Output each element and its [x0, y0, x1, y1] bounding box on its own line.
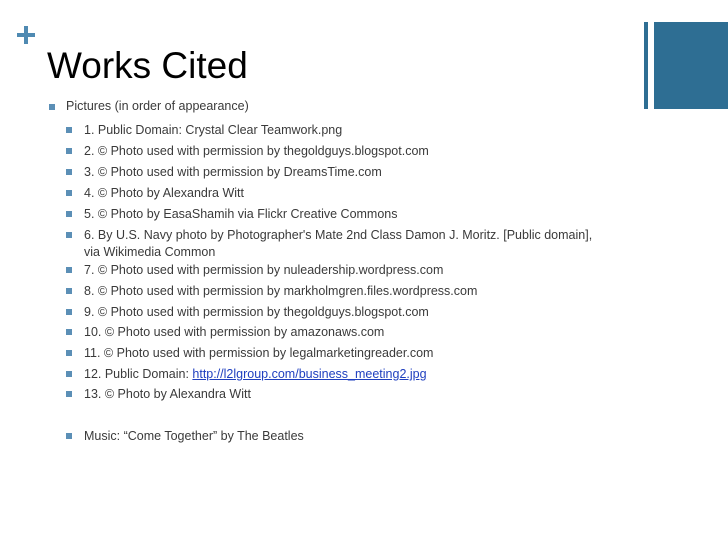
list-item — [66, 283, 611, 300]
list-item — [66, 386, 611, 403]
list-item — [66, 164, 611, 181]
list-item-text: 1. Public Domain: Crystal Clear Teamwork.png — [84, 123, 343, 137]
image-source-link[interactable]: http://l2lgroup.com/business_meeting2.jpg — [192, 367, 427, 381]
bullet-square-icon — [66, 267, 72, 273]
list-item — [66, 122, 611, 139]
plus-icon — [17, 26, 35, 44]
list-item — [66, 206, 611, 223]
list-item-text: 9. © Photo used with permission by thegoldguys.blogspot.com — [84, 305, 429, 319]
bullet-square-icon — [66, 148, 72, 154]
bullet-square-icon — [66, 127, 72, 133]
list-item-text: 7. © Photo used with permission by nuleadership.wordpress.com — [84, 263, 444, 277]
list-item-music — [66, 428, 611, 445]
item12-prefix: 12. Public Domain: — [84, 367, 193, 381]
list-item — [66, 227, 611, 261]
accent-bar — [654, 22, 728, 109]
list-item-text: 6. By U.S. Navy photo by Photographer's Mate 2nd Class Damon J. Moritz. [Public domain], via Wikimedia Common — [84, 228, 593, 259]
list-item — [66, 304, 611, 321]
bullet-square-icon — [66, 350, 72, 356]
bullet-square-icon — [66, 169, 72, 175]
bullet-square-icon — [66, 433, 72, 439]
bullet-square-icon — [66, 309, 72, 315]
list-item — [66, 366, 611, 383]
bullet-square-icon — [49, 104, 55, 110]
list-item-text: 11. © Photo used with permission by legalmarketingreader.com — [84, 346, 434, 360]
list-item-text: 10. © Photo used with permission by amazonaws.com — [84, 325, 385, 339]
list-item — [66, 143, 611, 160]
bullet-square-icon — [66, 371, 72, 377]
list-item — [66, 262, 611, 279]
music-credit-text: Music: “Come Together” by The Beatles — [84, 429, 304, 443]
list-heading — [49, 99, 249, 113]
list-item-text: 5. © Photo by EasaShamih via Flickr Creative Commons — [84, 207, 398, 221]
bullet-square-icon — [66, 211, 72, 217]
list-heading-text: Pictures (in order of appearance) — [66, 99, 249, 113]
list-item — [66, 345, 611, 362]
bullet-square-icon — [66, 288, 72, 294]
list-item-text: 13. © Photo by Alexandra Witt — [84, 387, 251, 401]
list-item-text: 8. © Photo used with permission by markholmgren.files.wordpress.com — [84, 284, 478, 298]
accent-thin-bar — [644, 22, 648, 109]
slide-title: Works Cited — [47, 45, 248, 86]
list-item-text: 4. © Photo by Alexandra Witt — [84, 186, 244, 200]
list-item-text — [66, 366, 611, 383]
list-item — [66, 324, 611, 341]
bullet-square-icon — [66, 391, 72, 397]
bullet-square-icon — [66, 329, 72, 335]
list-item — [66, 185, 611, 202]
bullet-square-icon — [66, 190, 72, 196]
list-item-text: 3. © Photo used with permission by DreamsTime.com — [84, 165, 382, 179]
bullet-square-icon — [66, 232, 72, 238]
list-item-text: 2. © Photo used with permission by thegoldguys.blogspot.com — [84, 144, 429, 158]
